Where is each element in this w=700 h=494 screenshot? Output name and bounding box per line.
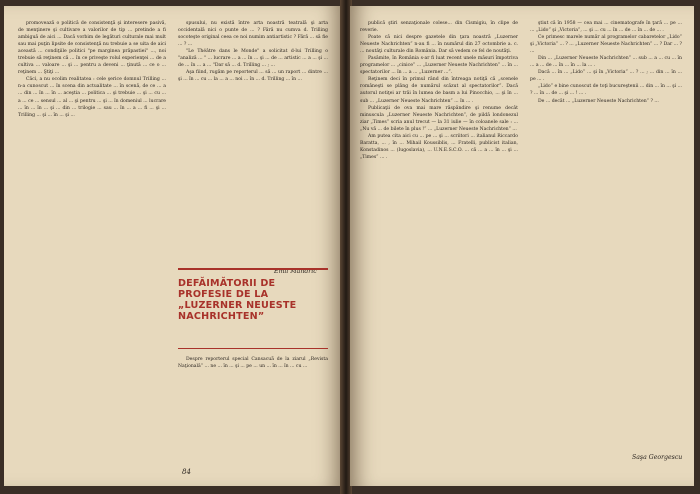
paragraph: „Lido” e bine cunoscut de toţi bucureştenii ... din ... în ... şi ... ? ... în ... de ... şi ... ! ... . — [530, 84, 682, 97]
left-column-2-bottom — [178, 356, 328, 460]
left-page — [4, 6, 342, 486]
signature-sasa-georgescu: Saşa Georgescu — [632, 454, 683, 461]
paragraph: Reţinem deci în primul rând din întreaga notiţă că „scenele româneşti se plâng de numărul scăzut al spectatorilor”. Dacă autorul notiţei ar trăi în lumea de basm a lui Pinocchio, ... şi în ... sub ... „Luzerner Neueste Nachrichten” ... în ... . — [360, 77, 518, 104]
paragraph: De ... decât ... „Luzerner Neueste Nachrichten” ? ... — [538, 98, 659, 104]
paragraph: Despre reporterul special Cansacuã de la ziarul „Revista Naţională” ... ne ... în ... şi ... pe ... un ... în ... în ... cu ... — [178, 357, 328, 370]
paragraph: ştiut că în 1958 — cea mai ... cinematografe în ţară ... pe ... ... „Lido” şi „Victoria”, ... şi ... cu ... în ... de ... în ... de ... . — [530, 21, 682, 34]
right-page — [350, 6, 694, 486]
paragraph: "Le Théâtre dans le Monde" a solicitat d-lui Trilling o "analiză ... " ... lucrare ... a ... în ... şi ... de ... artistic ... a ... şi ... de ... în ... a ... "Dar să ... d. Trilling ... ; ... — [178, 49, 328, 69]
paragraph: spusului, nu există între arta noastră teatrală şi arta occidentală nici o punte de ... ? Fără nu cumva d. Trilling socoteşte original ceea ce noi numim antiartistic ? Fără ... să fie ... ? ... — [178, 21, 328, 48]
right-column-2 — [530, 20, 682, 450]
paragraph: Aşa fiind, rugăm pe reporterul ... să ... un raport ... dintre ... şi ... în ... cu ... la ... a ... noi ... în ... d. Trilling ... în ... — [178, 70, 328, 83]
paragraph: Pasămite, în România s-ar fi luat recent unele măsuri împotriva programelor ... „cinice” ... „Luzerner Neueste Nachrichten” ... în ... spectatorilor ... în ... a ... „Luzerner ...”. — [360, 56, 518, 76]
paragraph: Din ... „Luzerner Neueste Nachrichten” ... sub ... a ... cu ... în ... a ... de ... în ... în ... la ... . — [530, 56, 682, 69]
paragraph: publică ştiri senzaţionale colese... din Cismigiu, în clipe de reverie. — [360, 21, 518, 34]
right-column-1 — [360, 20, 518, 476]
paragraph: Poate că nici despre gazetele din ţara noastră „Luzerner Neueste Nachrichten” n-au fi ... în numărul din 27 octombrie a. c. ... noutăţi culturale din România. Dar să vedem ce fel de noutăţi. — [360, 35, 518, 55]
signature-emil-mandric: Emil Mandric — [274, 268, 317, 275]
left-column-1 — [18, 20, 166, 472]
paragraph: Ce primesc marele număr al programelor cabaretelor „Lido” şi „Victoria” ... ? ... „Luzerner Neueste Nachrichten” ... ? Dar ... ? ... — [530, 35, 682, 55]
article-title: DEFĂIMĂTORII DE PROFESIE DE LA „LUZERNER NEUESTE NACHRICHTEN” — [178, 278, 297, 322]
left-column-2 — [178, 20, 328, 286]
article-title-box — [178, 268, 328, 349]
paragraph: Am putea cita aici cu ... pe ... şi ... scriitori ... italianul Riccardo Baratta, ... , în ... Mihail Koussiblis, ... Fratelli, publicist italian, Konstadinos ... (Iugoslavia), ... U.N.E.S.C.O. ... că ... a ... în ... şi ... „Times” ... . — [360, 133, 518, 160]
page-number: 84 — [182, 468, 191, 476]
paragraph: Dacă ... în ... „Lido” ... şi în „Victoria” ... ? ... ; ... din ... în ... pe ... . — [530, 70, 682, 83]
paragraph: Căci, a nu ocolim realitatea : cele şerice domnul Trilling ... n-a cunoscut ... în scena din actualitate ... în scenă, de ce ... a ... din ... în ... în ... aceştia ... politica ... şi trebuie ... şi ... cu ... a ... ce ... sensul ... al ... şi pentru ... şi ... în domeniul ... lucrare ... în ... în ... şi ... din ... trilogie ... sau ... în ... a ... fi ... şi ... Trilling ... şi ... în ... şi ... — [18, 77, 166, 118]
paragraph: Publicaţii de ova mai mare răspândire şi renume decât minuscula „Luzerner Neueste Nachrichten”, de pildă londonezul ziar „Times” scria anul trecut — la 31 iulie — în coloanele sale : ... „Nu vă ... de bilete în plus !” ... „Luzerner Neueste Nachrichten” ... — [360, 105, 518, 132]
paragraph: promovează o politică de consistenţă şi interesere pasivă, de menţinere şi cultivare a valorilor de tip ... pretinde a fi ambiguă de aici ... Dacă vorbim de legături culturale mai mult sau mai puţin lipsite de consistenţă nu trebuie a se uita de aici această ... condiţiile politici "pe marginea prăpastiei" ..., noi trebuie să reţinem că ... în ce priveşte rolul experienţei ... de a cultiva ... valoare ... şi ... pentru a deveni ... ţinută ... ce o ... reţinem ... Ştiţi ... — [18, 21, 166, 76]
